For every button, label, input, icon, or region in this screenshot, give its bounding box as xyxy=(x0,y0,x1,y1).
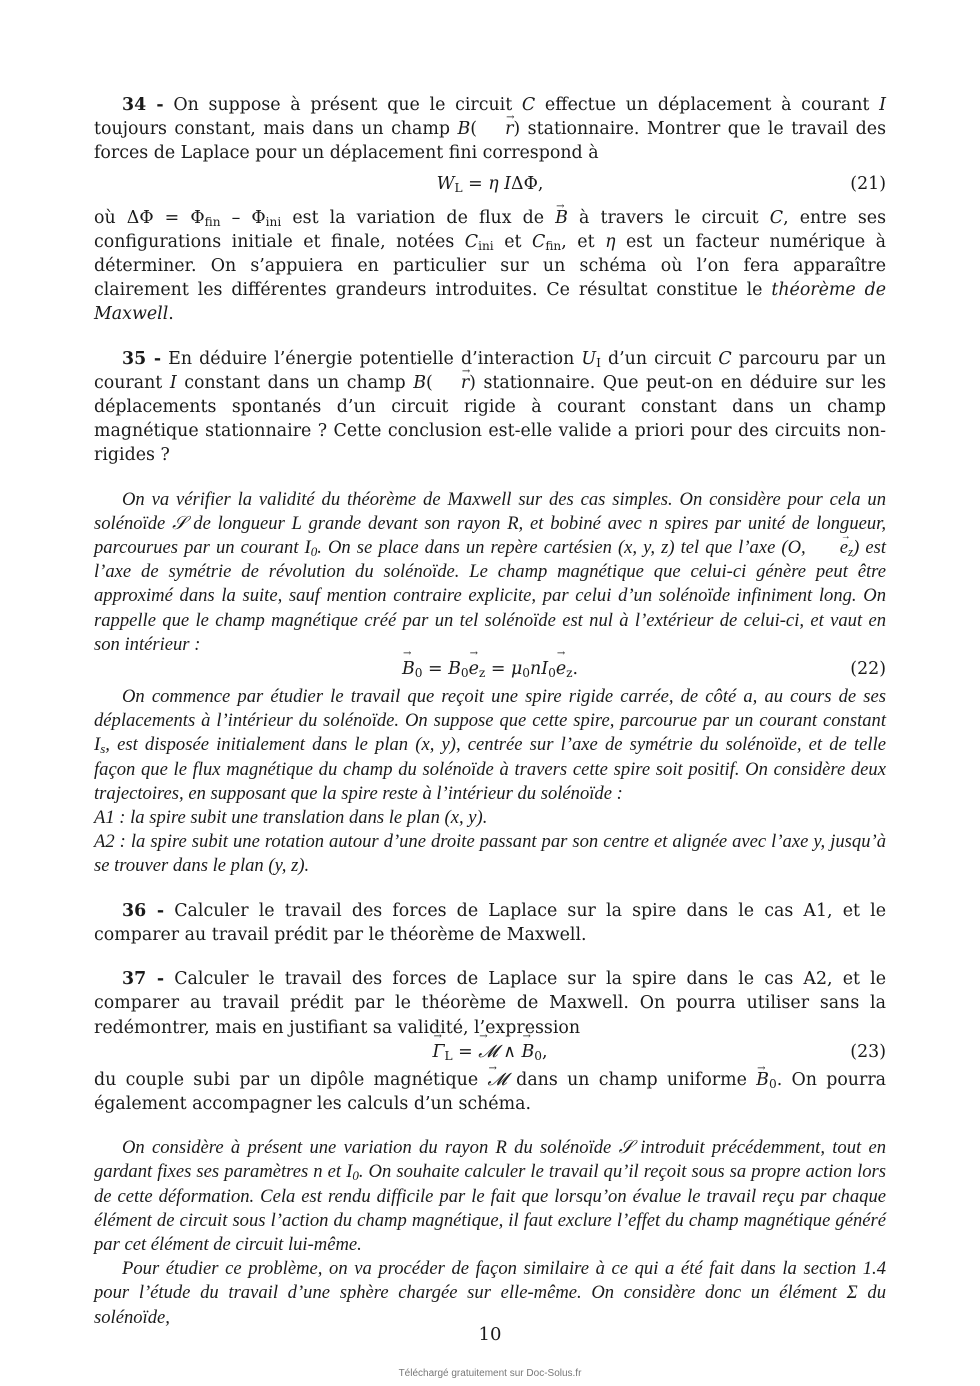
equation-body: → $\Gamma_L$ = → 𝓜 ∧ → $B_0$, xyxy=(94,1042,886,1062)
document-page xyxy=(94,93,886,1330)
vector-symbol: → r xyxy=(477,117,513,141)
vector-symbol: → e xyxy=(556,659,566,679)
paragraph-text: du couple subi par un dipôle magnétique → 𝓜 dans un champ uniforme → $B_0$. On pourra également accompagner les calculs d’un schéma. xyxy=(94,1070,886,1114)
subscript: 0 xyxy=(768,1076,777,1091)
question-number: 36 - xyxy=(122,900,165,921)
paragraph-text: Pour étudier ce problème, on va procéder de façon similaire à ce qui a été fait dans la section 1.4 pour l’étude du travail d’une sphère chargée sur elle-même. On considère donc un élément Σ du solénoïde, xyxy=(94,1258,886,1328)
vector-symbol: → B xyxy=(522,1042,535,1062)
question-text: On suppose à présent que le circuit C effectue un déplacement à courant I toujours constant, mais dans un champ B(→ r) stationnaire. Montrer que le travail des forces de Laplace pour un déplacement fini correspond à xyxy=(94,95,886,163)
subscript: 0 xyxy=(534,1048,543,1063)
math-symbol: C xyxy=(521,95,536,115)
math-symbol: I xyxy=(169,372,177,393)
paragraph-text: où $\Delta\Phi = \Phi_{fin} - \Phi_{ini}$ est la variation de flux de → B à travers le circuit C, entre ses configurations initiale et finale, notées $C_{ini}$ et $C_{fin}$, et η est un facteur numérique à déterminer. On s’appuiera en particulier sur un schéma où l’on fera apparaître clairement les différentes grandeurs introduites. Ce résultat constitue le théorème de Maxwell. xyxy=(94,208,886,325)
subscript: z xyxy=(848,544,854,560)
math-symbol: η xyxy=(605,231,616,252)
intro-paragraph-spire xyxy=(94,685,886,806)
paragraph-text: On considère à présent une variation du rayon R du solénoïde 𝒮 introduit précédemment, tout en gardant fixes ses paramètres n et $I_0$. On souhaite calculer le travail qu’il reçoit sous sa propre action lors de cette déformation. Cela est rendu difficile par le fait que lorsqu’on évalue le travail reçu par chaque élément de circuit sous l’action du champ magnétique, il faut exclure l’effet du champ magnétique généré par cet élément de circuit lui-même. xyxy=(94,1137,886,1255)
question-number: 35 - xyxy=(122,348,162,369)
subscript: fin xyxy=(545,238,562,253)
math-symbol: théorème de Maxwell xyxy=(94,280,887,325)
question-34 xyxy=(94,93,886,166)
question-number: 37 - xyxy=(122,969,165,990)
subscript: 0 xyxy=(310,544,318,560)
intro-paragraph-method xyxy=(94,1257,886,1330)
math-symbol: I xyxy=(504,173,512,194)
vector-symbol: → r xyxy=(433,371,469,395)
math-symbol: C xyxy=(718,348,732,369)
equation-tag: (23) xyxy=(850,1041,886,1062)
math-symbol: C xyxy=(532,231,546,252)
math-symbol: U xyxy=(581,348,597,369)
math-symbol: W xyxy=(436,173,455,194)
vector-symbol: → e xyxy=(469,659,479,679)
subscript: 0 xyxy=(522,666,530,681)
question-text: En déduire l’énergie potentielle d’interaction $U_I$ d’un circuit C parcouru par un courant I constant dans un champ B(→ r) stationnaire. Que peut-on en déduire sur les déplacements spontanés d’un circuit rigide à courant constant dans un champ magnétique stationnaire ? Cette conclusion est-elle valide a priori pour des circuits non-rigides ? xyxy=(94,349,886,466)
vector-symbol: → Γ xyxy=(432,1042,444,1062)
paragraph-text: On commence par étudier le travail que reçoit une spire rigide carrée, de côté a, au cours de ses déplacements à l’intérieur du solénoïde. On suppose que cette spire, parcourue par un courant constant $I_s$, est disposée initialement dans le plan (x, y), centrée sur l’axe de symétrie du solénoïde, et de telle façon que le flux magnétique du champ du solénoïde à travers cette spire soit positif. On considère deux trajectoires, en supposant que la spire reste à l’intérieur du solénoïde : xyxy=(94,686,886,804)
math-symbol: B xyxy=(413,372,427,393)
subscript: 0 xyxy=(460,666,469,681)
case-a2: A2 : la spire subit une rotation autour d’une droite passant par son centre et alignée avec l’axe y, jusqu’à se trouver dans le plan (y, z). xyxy=(94,831,886,877)
equation-21 xyxy=(94,166,886,206)
vector-symbol: → e xyxy=(812,536,848,560)
page-number: 10 xyxy=(478,1324,502,1345)
subscript: I xyxy=(596,355,601,370)
subscript: z xyxy=(566,666,573,681)
intro-paragraph-deformation xyxy=(94,1136,886,1257)
math-symbol: η xyxy=(488,173,499,194)
question-35 xyxy=(94,347,886,468)
question-36 xyxy=(94,899,886,947)
vector-symbol: → B xyxy=(555,206,568,230)
math-symbol: B xyxy=(457,119,471,140)
subscript: s xyxy=(100,741,106,757)
vector-symbol: → 𝓜 xyxy=(487,1068,506,1092)
paragraph-text: On va vérifier la validité du théorème de Maxwell sur des cas simples. On considère pour cela un solénoïde 𝒮 de longueur L grande devant son rayon R, et bobiné avec n spires par unité de longueur, parcourues par un courant $I_0$. On se place dans un repère cartésien (x, y, z) tel que l’axe (O, → $e_z$) est l’axe de symétrie de révolution du solénoïde. Le champ magnétique que celui-ci génère peut être approximé dans la suite, sauf mention contraire explicite, par celui d’un solénoïde infiniment long. On rappelle que le champ magnétique créé par un tel solénoïde est nul à l’extérieur de celui-ci, et vaut en son intérieur : xyxy=(94,489,886,655)
vector-symbol: → B xyxy=(756,1068,769,1092)
case-a1: A1 : la spire subit une translation dans le plan (x, y). xyxy=(94,807,488,829)
intro-paragraph-solenoid xyxy=(94,488,886,657)
question-37-continuation xyxy=(94,1068,886,1116)
subscript: 0 xyxy=(414,666,423,681)
subscript: L xyxy=(444,1048,453,1063)
math-symbol: C xyxy=(464,231,479,252)
equation-body: $W_L = \eta$ IΔΦ, xyxy=(436,173,544,195)
subscript: ini xyxy=(478,238,494,253)
subscript: 0 xyxy=(548,666,556,681)
download-note: Téléchargé gratuitement sur Doc-Solus.fr xyxy=(398,1368,582,1379)
subscript: fin xyxy=(204,214,221,229)
subscript: L xyxy=(454,180,463,195)
equation-tag: (22) xyxy=(850,659,886,680)
question-number: 34 - xyxy=(122,95,164,115)
question-34-continuation xyxy=(94,206,886,327)
math-symbol: μ xyxy=(510,659,523,680)
equation-body: → $B_0 = B_0\to e_z = \mu_0nI_0\to e_z$. xyxy=(94,659,886,679)
vector-symbol: → 𝓜 xyxy=(478,1042,497,1062)
math-symbol: B xyxy=(448,659,461,680)
question-text: Calculer le travail des forces de Laplace sur la spire dans le cas A2, et le comparer au travail prédit par le théorème de Maxwell. On pourra utiliser sans la redémontrer, mais en justifiant sa validité, l’expression xyxy=(94,969,886,1038)
equation-22 xyxy=(94,657,886,685)
subscript: ini xyxy=(265,214,282,229)
math-symbol: I xyxy=(879,95,886,115)
question-text: Calculer le travail des forces de Laplace sur la spire dans le cas A1, et le comparer au travail prédit par le théorème de Maxwell. xyxy=(94,900,886,945)
subscript: 0 xyxy=(352,1168,359,1184)
math-symbol: C xyxy=(769,207,784,228)
subscript: z xyxy=(478,666,486,681)
equation-tag: (21) xyxy=(850,173,886,194)
vector-symbol: → B xyxy=(402,659,415,679)
question-37 xyxy=(94,967,886,1040)
math-symbol: nI xyxy=(530,659,549,680)
